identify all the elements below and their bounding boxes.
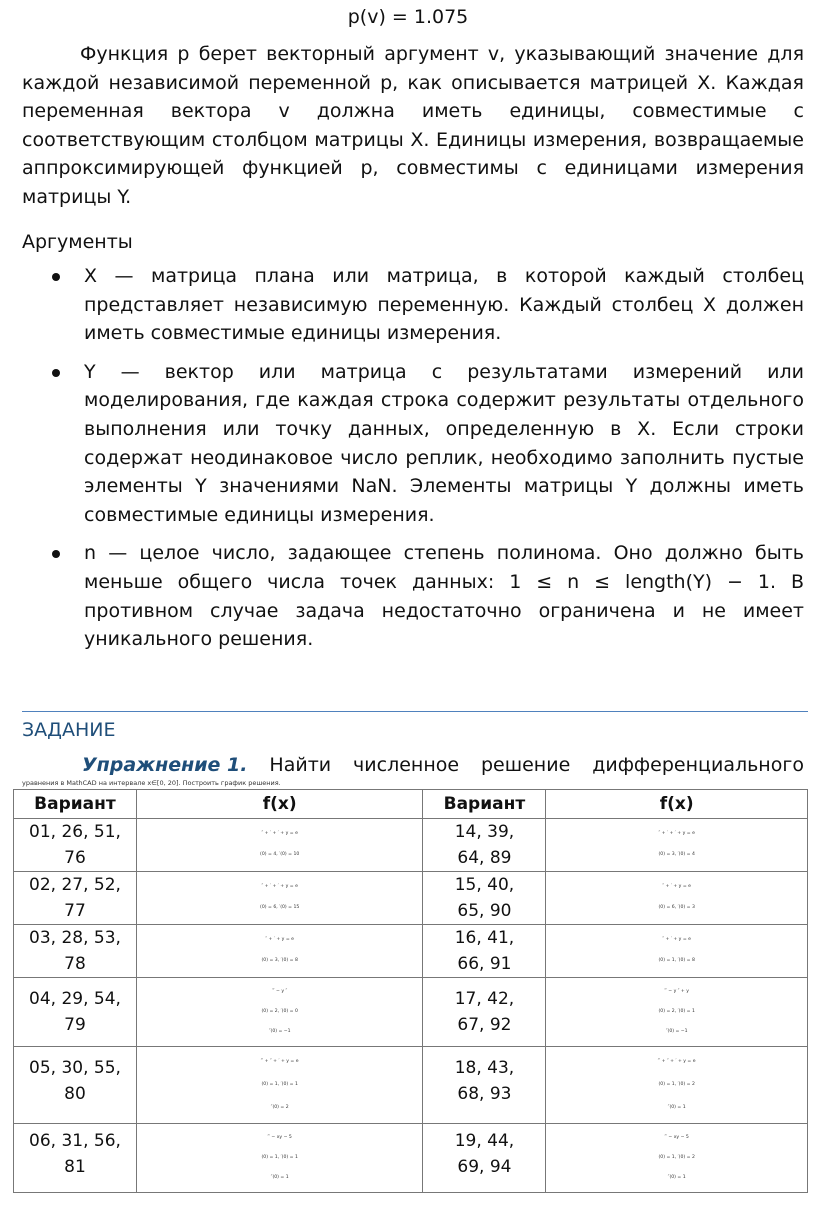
- exercise-word: дифференциального: [592, 754, 804, 776]
- formula-cell: ‴ + ″ + ′ + y = e (0) = 1, ′(0) = 1 ″(0) = 2: [136, 1047, 423, 1124]
- table-row: [14, 925, 808, 978]
- header-equation: p(v) = 1.075: [347, 6, 469, 28]
- header-fx: f(x): [546, 790, 808, 819]
- argument-text: n — целое число, задающее степень полинома. Оно должно быть меньше общего числа точек данных: 1 ≤ n ≤ length(Y) − 1. В противном случае задача недостаточно ограничена и не имеет уникального решения.: [84, 542, 804, 651]
- variant-cell: 04, 29, 54, 79: [14, 978, 137, 1047]
- task-heading: ЗАДАНИЕ: [22, 719, 116, 741]
- description-paragraph: [22, 40, 804, 212]
- variant-cell: 19, 44, 69, 94: [423, 1124, 546, 1193]
- formula-cell: ″ + ′ + y = e (0) = 1, ′(0) = 8: [546, 925, 808, 978]
- table-row: [14, 978, 808, 1047]
- table-header-row: [14, 790, 808, 819]
- formula-cell: ‴ − y ″ + y (0) = 2, ′(0) = 1 ″(0) = −1: [546, 978, 808, 1047]
- formula-cell: ″ + ′ + ′ + y = e (0) = 6, ′(0) = 15: [136, 872, 423, 925]
- exercise-line: [82, 752, 804, 778]
- description-text: Функция p берет векторный аргумент v, указывающий значение для каждой независимой переменной p, как описывается матрицей X. Каждая переменная вектора v должна иметь единицы, совместимые с соответствующим столбцом матрицы X. Единицы измерения, возвращаемые аппроксимирующей функцией p, совместимы с единицами измерения матрицы Y.: [22, 43, 804, 208]
- bullet-icon: [52, 369, 60, 377]
- argument-item-n: [0, 539, 804, 653]
- variant-cell: 14, 39, 64, 89: [423, 819, 546, 872]
- table-row: [14, 819, 808, 872]
- exercise-word: решение: [480, 754, 571, 776]
- argument-item-y: [0, 358, 804, 530]
- argument-item-x: [0, 262, 804, 348]
- variant-cell: 16, 41, 66, 91: [423, 925, 546, 978]
- variant-cell: 18, 43, 68, 93: [423, 1047, 546, 1124]
- formula-cell: ‴ + ″ + ′ + y = e (0) = 1, ′(0) = 2 ″(0) = 1: [546, 1047, 808, 1124]
- exercise-word: численное: [353, 754, 460, 776]
- formula-cell: ‴ − xy − 5 (0) = 1, ′(0) = 1 ″(0) = 1: [136, 1124, 423, 1193]
- formula-cell: ″ + ′ + y = e (0) = 6, ′(0) = 3: [546, 872, 808, 925]
- section-divider: [22, 711, 808, 712]
- arguments-list: [0, 262, 804, 664]
- bullet-icon: [52, 273, 60, 281]
- variant-cell: 05, 30, 55, 80: [14, 1047, 137, 1124]
- argument-text: X — матрица плана или матрица, в которой каждый столбец представляет независимую переменную. Каждый столбец X должен иметь совместимые единицы измерения.: [84, 265, 804, 345]
- exercise-continuation: уравнения в MathCAD на интервале x∈[0, 20]. Построить график решения.: [22, 779, 281, 787]
- header-variant: Вариант: [423, 790, 546, 819]
- variant-cell: 02, 27, 52, 77: [14, 872, 137, 925]
- arguments-heading: Аргументы: [22, 231, 133, 253]
- argument-text: Y — вектор или матрица с результатами измерений или моделирования, где каждая строка содержит результаты отдельного выполнения или точку данных, определенную в X. Если строки содержат неодинаковое число реплик, необходимо заполнить пустые элементы Y значениями NaN. Элементы матрицы Y должны иметь совместимые единицы измерения.: [84, 360, 804, 526]
- formula-cell: ″ + ′ + ′ + y = e (0) = 4, ′(0) = 10: [136, 819, 423, 872]
- variant-cell: 15, 40, 65, 90: [423, 872, 546, 925]
- table-row: [14, 1047, 808, 1124]
- bullet-icon: [52, 550, 60, 558]
- formula-cell: ″ + ′ + ′ + y = e (0) = 3, ′(0) = 4: [546, 819, 808, 872]
- table-row: [14, 1124, 808, 1193]
- variant-cell: 06, 31, 56, 81: [14, 1124, 137, 1193]
- variants-table: [13, 789, 808, 1193]
- formula-cell: ‴ − xy − 5 (0) = 1, ′(0) = 2 ″(0) = 1: [546, 1124, 808, 1193]
- table-row: [14, 872, 808, 925]
- header-fx: f(x): [136, 790, 423, 819]
- header-variant: Вариант: [14, 790, 137, 819]
- formula-cell: ″ + ′ + y = e (0) = 3, ′(0) = 8: [136, 925, 423, 978]
- exercise-label: Упражнение 1.: [82, 754, 248, 776]
- exercise-word: Найти: [269, 754, 332, 776]
- variant-cell: 01, 26, 51, 76: [14, 819, 137, 872]
- variant-cell: 17, 42, 67, 92: [423, 978, 546, 1047]
- variant-cell: 03, 28, 53, 78: [14, 925, 137, 978]
- formula-cell: ‴ − y ″ (0) = 2, ′(0) = 0 ″(0) = −1: [136, 978, 423, 1047]
